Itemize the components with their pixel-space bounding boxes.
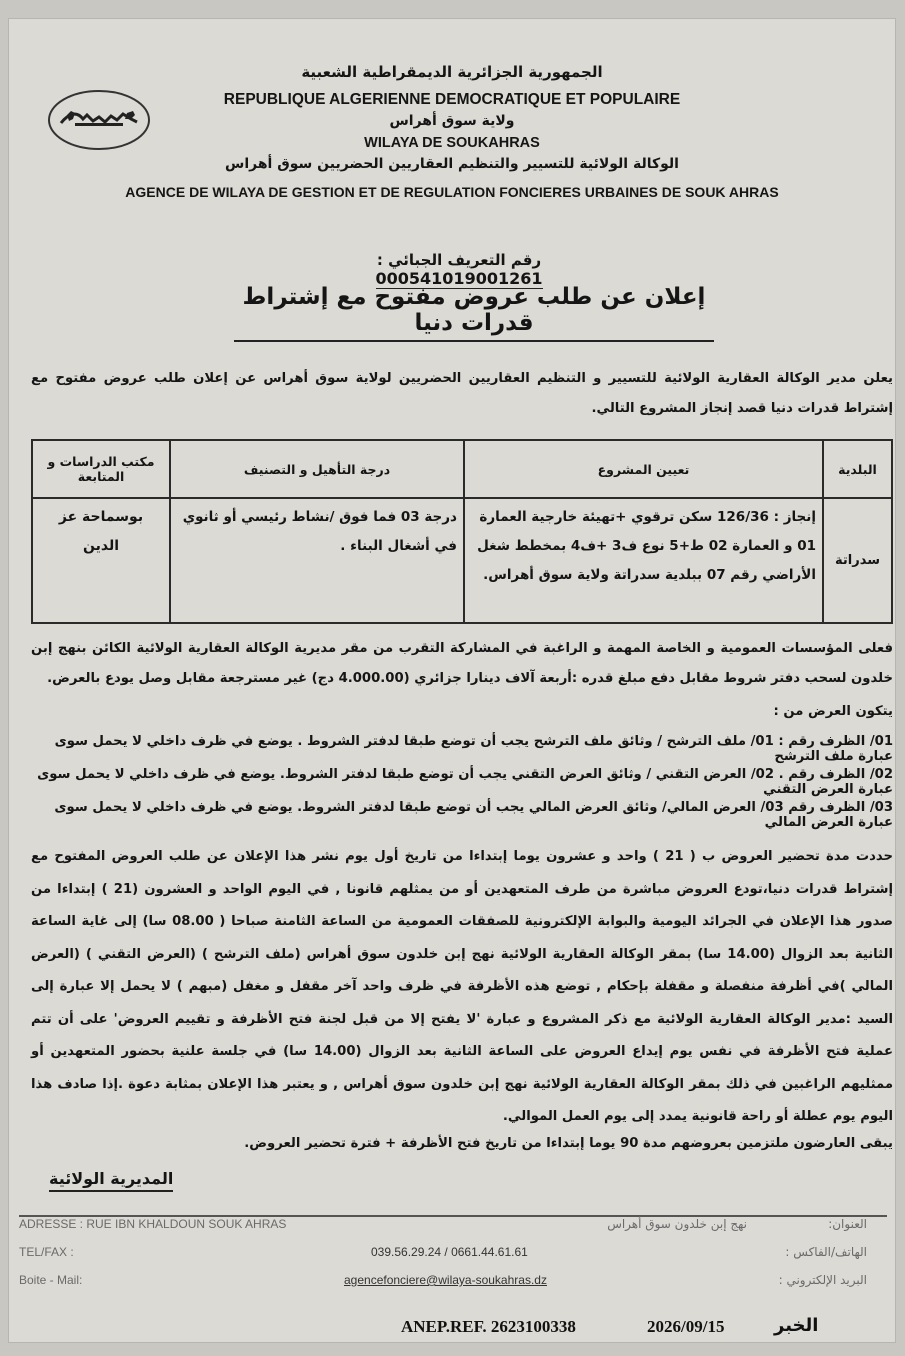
footer-address-fr: ADRESSE : RUE IBN KHALDOUN SOUK AHRAS	[19, 1217, 287, 1231]
header-ar-republic: الجمهورية الجزائرية الديمقراطية الشعبية	[301, 63, 603, 81]
cell-project: إنجاز : 126/36 سكن ترقوي +تهيئة خارجية العمارة 01 و العمارة 02 ط+5 نوع ف3 +ف4 بمخطط شغل الأراضي رقم 07 ببلدية سدراتة ولاية سوق أهراس.	[464, 498, 823, 623]
cell-qualification: درجة 03 فما فوق /نشاط رئيسي أو ثانوي في أشغال البناء .	[170, 498, 464, 623]
validity-paragraph: يبقى العارضون ملتزمين بعروضهم مدة 90 يوما إبتداءا من تاريخ فتح الأظرفة + فترة تحضير العروض.	[244, 1136, 893, 1151]
cell-municipality: سدراتة	[823, 498, 892, 623]
header-ar-wilaya: ولاية سوق أهراس	[389, 113, 515, 129]
footer-tel-value: 039.56.29.24 / 0661.44.61.61	[371, 1245, 528, 1259]
withdraw-paragraph: فعلى المؤسسات العمومية و الخاصة المهمة و الراغبة في المشاركة التقرب من مقر مديرية الوكالة العقارية الولائية الكائن بنهج إبن خلدون لسحب دفتر شروط مقابل دفع مبلغ قدره :أربعة آلاف دينارا جزائري (4.000.00 دج) غير مسترجعة مقابل وصل يودع بالعرض.	[31, 641, 893, 686]
publication-date: 2026/09/15	[647, 1317, 725, 1336]
header-fr-wilaya: WILAYA DE SOUKAHRAS	[364, 135, 540, 151]
header-fr-agency: AGENCE DE WILAYA DE GESTION ET DE REGULATION FONCIERES URBAINES DE SOUK AHRAS	[125, 184, 779, 200]
footer-mail-label-fr: Boite - Mail:	[19, 1273, 83, 1287]
header-project: تعيين المشروع	[464, 440, 823, 498]
conditions-paragraph: حددت مدة تحضير العروض ب ( 21 ) واحد و عشرون يوما إبتداءا من تاريخ أول يوم نشر هذا الإعلان عن طلب العروض المفتوح مع إشتراط قدرات دنيا،تودع العروض مباشرة من طرف المتعهدين أو من يمثلهم قانونا , في اليوم الواحد و العشرون (21 ) إبتداءا من صدور هذا الإعلان في الجرائد اليومية والبوابة الإلكترونية للصفقات العمومية من الساعة الثامنة صباحا ( 08.00 سا) إلى غاية الساعة الثانية بعد الزوال (14.00 سا) بمقر الوكالة العقارية الولائية نهج إبن خلدون سوق أهراس (ملف الترشح ) (العرض التقني ) (العرض المالي )في أظرفة منفصلة و مقفلة بإحكام , توضع هذه الأظرفة في ظرف واحد آخر مقفل و مغفل (مبهم ) لا يحمل إلا عبارة إلى السيد :مدير الوكالة العقارية الولائية مع ذكر المشروع و عبارة 'لا يفتح إلا من قبل لجنة فتح الأظرفة و تقييم العروض' على أن تتم عملية فتح الأظرفة في نفس يوم إيداع العروض على الساعة الثانية بعد الزوال (14.00 سا) في جلسة علنية بحضور المتعهدين أو ممثليهم الراغبين في ذلك بمقر الوكالة العقارية الولائية نهج إبن خلدون سوق أهراس , و يعتبر هذا الإعلان بمثابة دعوة .إذا صادف هذا اليوم يوم عطلة أو راحة قانونية يمدد إلى يوم العمل الموالي.	[31, 849, 893, 1124]
header-qualification: درجة التأهيل و التصنيف	[170, 440, 464, 498]
table-header-row	[32, 440, 892, 498]
tax-id	[309, 251, 609, 288]
footer-tel-label-ar: الهاتف/الفاكس :	[785, 1245, 867, 1259]
header-ar-agency: الوكالة الولائية للتسيير والتنظيم العقاريين الحضريين سوق أهراس	[225, 156, 679, 172]
header-municipality: البلدية	[823, 440, 892, 498]
signature: المديرية الولائية	[49, 1169, 173, 1192]
footer-mail-value[interactable]: agencefonciere@wilaya-soukahras.dz	[344, 1273, 547, 1287]
envelope-item-1: 01/ الظرف رقم : 01/ ملف الترشح / وثائق ملف الترشح يجب أن توضع طبقا لدفتر الشروط . يوضع في ظرف داخلي لا يحمل سوى عبارة ملف الترشح	[54, 734, 893, 764]
anep-reference: ANEP.REF. 2623100338	[401, 1317, 576, 1336]
footer-mail-label-ar: البريد الإلكتروني :	[778, 1273, 867, 1287]
header-fr-republic: REPUBLIQUE ALGERIENNE DEMOCRATIQUE ET POPULAIRE	[223, 91, 681, 108]
table-row	[32, 498, 892, 623]
tax-id-label: رقم التعريف الجبائي :	[376, 251, 542, 269]
envelope-item-3: 03/ الظرف رقم 03/ العرض المالي/ وثائق العرض المالي يجب أن توضع طبقا لدفتر الشروط. يوضع في ظرف داخلي لا يحمل سوى عبارة العرض المالي	[54, 800, 893, 830]
footer-tel-label-fr: TEL/FAX :	[19, 1245, 74, 1259]
envelope-item-2: 02/ الظرف رقم . 02/ العرض التقني / وثائق العرض التقني يجب أن توضع طبقا لدفتر الشروط. يوضع في ظرف داخلي لا يحمل سوى عبارة العرض التقني	[37, 767, 893, 797]
offer-consists-label: يتكون العرض من :	[773, 704, 893, 719]
project-table	[31, 439, 893, 624]
newspaper-logo: الخبر	[774, 1315, 819, 1336]
cell-office: بوسماحة عز الدين	[32, 498, 170, 623]
footer-address-ar: نهج إبن خلدون سوق أهراس	[607, 1217, 747, 1231]
header-office: مكتب الدراسات و المتابعة	[32, 440, 170, 498]
intro-paragraph: يعلن مدير الوكالة العقارية الولائية للتسيير و التنظيم العقاريين الحضريين لولاية سوق أهراس عن إعلان طلب عروض مفتوح مع إشتراط قدرات دنيا قصد إنجاز المشروع التالي.	[31, 371, 893, 416]
announcement-page	[8, 18, 896, 1343]
footer-address-ar-label: العنوان:	[828, 1217, 867, 1231]
tax-id-value: 000541019001261	[375, 269, 543, 288]
announcement-title: إعلان عن طلب عروض مفتوح مع إشتراط قدرات دنيا	[234, 284, 714, 342]
